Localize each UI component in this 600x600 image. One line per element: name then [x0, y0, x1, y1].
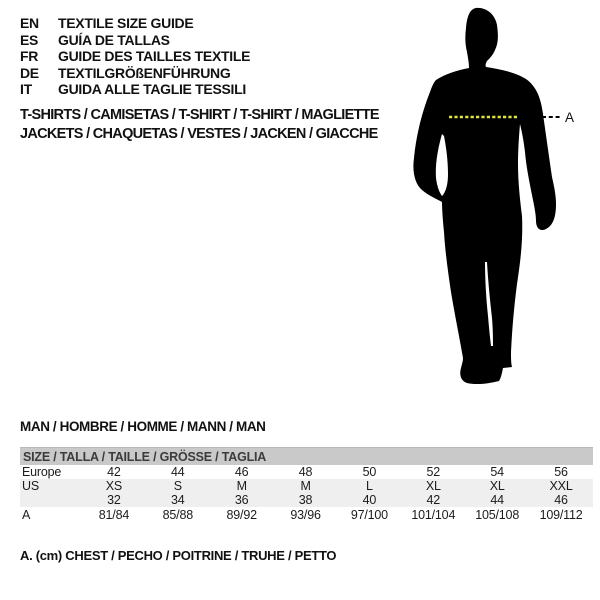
size-cell: XL — [425, 479, 441, 493]
size-cell: 54 — [490, 465, 504, 479]
size-cell: 56 — [554, 465, 568, 479]
language-code: DE — [20, 64, 39, 81]
size-table — [20, 447, 593, 524]
size-cell: M — [236, 479, 247, 493]
language-code: EN — [20, 15, 39, 31]
man-silhouette — [413, 8, 556, 384]
size-cell: L — [366, 479, 373, 493]
size-cell: 50 — [362, 465, 377, 479]
table-row-chest-cm — [20, 507, 593, 524]
size-cell: 89/92 — [226, 508, 257, 522]
category-line-tshirts: T-SHIRTS / CAMISETAS / T-SHIRT / T-SHIRT / MAGLIETTE — [20, 107, 379, 123]
size-table-header: SIZE / TALLA / TAILLE / GRÖSSE / TAGLIA — [20, 447, 593, 465]
size-cell: 46 — [554, 493, 568, 507]
size-cell: 32 — [107, 493, 121, 507]
size-cell: 109/112 — [539, 508, 583, 522]
size-cell: 36 — [234, 493, 249, 507]
row-label: A — [22, 508, 31, 522]
row-label: Europe — [22, 465, 62, 479]
language-row-it — [20, 81, 250, 98]
size-cell: 44 — [490, 493, 504, 507]
size-cell: 81/84 — [98, 508, 130, 522]
table-row-us — [20, 479, 593, 493]
size-cell: 52 — [426, 465, 441, 479]
table-row-numeric — [20, 493, 593, 507]
language-title: GUIDE DES TAILLES TEXTILE — [58, 48, 251, 65]
size-cell: 42 — [107, 465, 121, 479]
language-row-en — [20, 15, 250, 32]
size-cell: 48 — [298, 465, 313, 479]
category-line-jackets: JACKETS / CHAQUETAS / VESTES / JACKEN / GIACCHE — [20, 125, 378, 142]
size-cell: XS — [105, 479, 123, 493]
size-cell: 85/88 — [162, 508, 193, 522]
language-row-es — [20, 32, 250, 49]
language-title: GUIDA ALLE TAGLIE TESSILI — [58, 81, 246, 98]
size-cell: 42 — [426, 493, 441, 507]
category-lines — [20, 106, 379, 143]
man-silhouette-figure — [390, 0, 600, 400]
size-cell: 105/108 — [475, 508, 520, 522]
row-label: US — [22, 479, 39, 493]
size-cell: 34 — [171, 493, 185, 507]
measurement-label-a: A — [565, 110, 575, 125]
size-cell: 40 — [362, 493, 377, 507]
language-list — [20, 15, 250, 98]
size-cell: XXL — [549, 479, 573, 493]
size-cell: XL — [489, 479, 505, 493]
language-title: GUÍA DE TALLAS — [58, 31, 170, 48]
size-cell: S — [173, 479, 182, 493]
gender-heading: MAN / HOMBRE / HOMME / MANN / MAN — [20, 419, 266, 434]
size-cell: 97/100 — [350, 508, 388, 522]
language-code: ES — [20, 31, 39, 48]
size-cell: 44 — [171, 465, 185, 479]
size-cell: 101/104 — [411, 508, 456, 522]
language-row-de — [20, 65, 250, 82]
table-row-europe — [20, 465, 593, 479]
size-table-grid — [20, 465, 593, 524]
size-cell: 46 — [234, 465, 249, 479]
size-cell: M — [300, 479, 311, 493]
row-label — [20, 493, 82, 507]
language-title: TEXTILE SIZE GUIDE — [58, 15, 194, 31]
size-cell: 38 — [298, 493, 313, 507]
language-code: IT — [20, 81, 32, 98]
language-row-fr — [20, 48, 250, 65]
size-cell: 93/96 — [290, 508, 321, 522]
language-title: TEXTILGRÖßENFÜHRUNG — [58, 64, 231, 81]
measurement-footnote: A. (cm) CHEST / PECHO / POITRINE / TRUHE / PETTO — [20, 548, 337, 563]
language-code: FR — [20, 48, 39, 65]
